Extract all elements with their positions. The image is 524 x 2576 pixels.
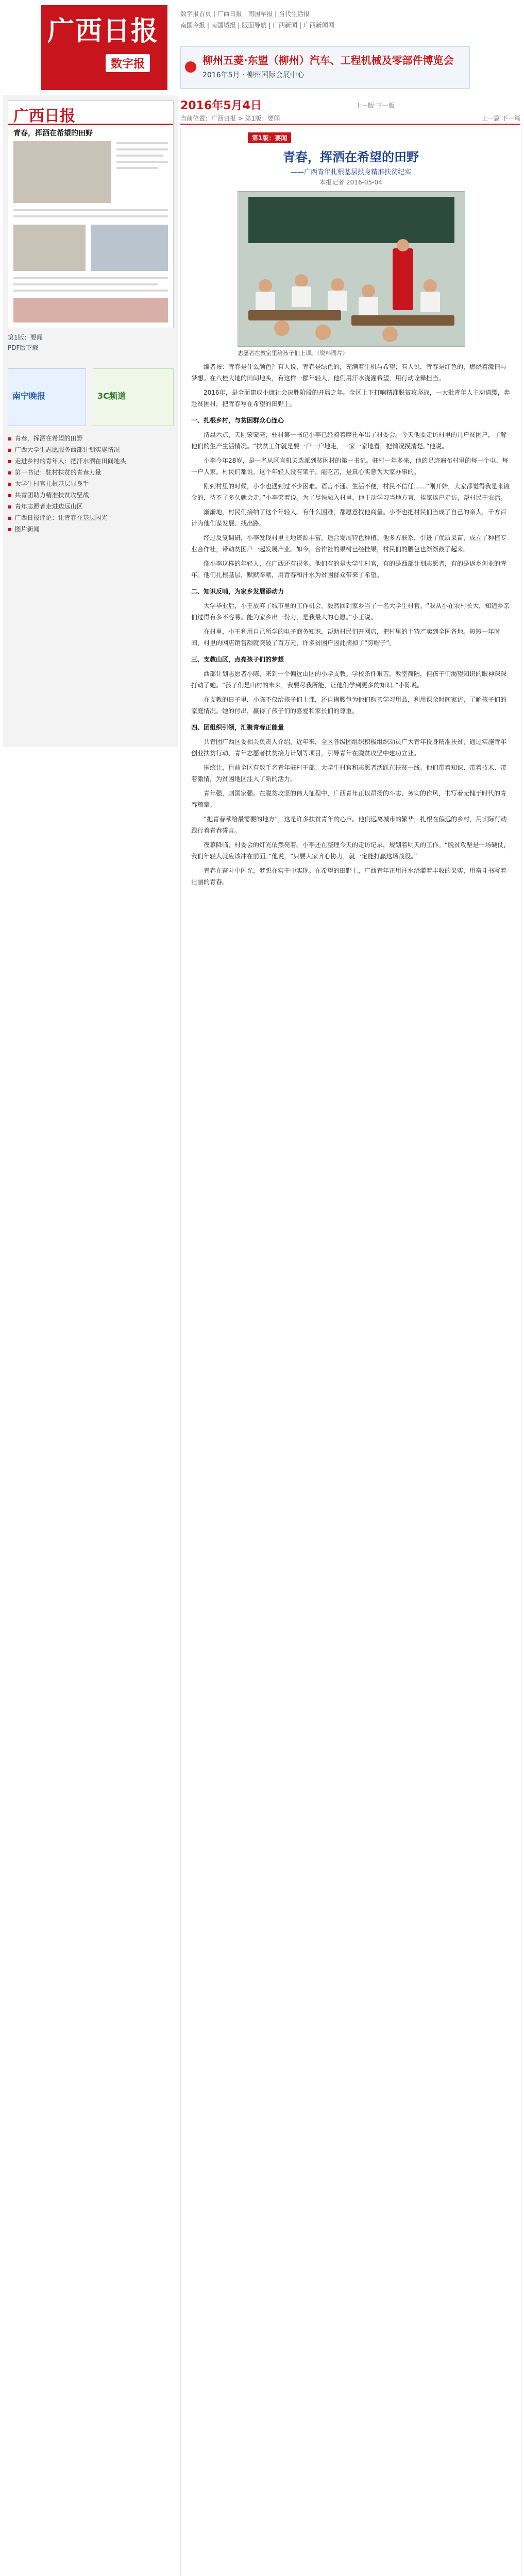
article-pager-top[interactable]: 上一篇 下一篇 bbox=[481, 115, 520, 122]
photo-student-shirt bbox=[328, 291, 347, 311]
thumbnail-headline: 青春，挥洒在希望的田野 bbox=[13, 129, 93, 138]
article-title: 青春，挥洒在希望的田野 bbox=[283, 150, 419, 164]
sidebar-article-link[interactable]: ■ 青春，挥洒在希望的田野 bbox=[8, 433, 173, 444]
photo-blackboard bbox=[248, 197, 454, 243]
logo-subtitle: 数字报 bbox=[106, 54, 150, 72]
sidebar-article-list bbox=[8, 433, 173, 535]
article-subhead: 二、知识反哺，为家乡发展添动力 bbox=[191, 588, 284, 595]
article-subhead: 一、扎根乡村，与贫困群众心连心 bbox=[191, 417, 284, 424]
sidebar-ad-label: 3C频道 bbox=[97, 391, 126, 401]
photo-student-shirt bbox=[359, 297, 378, 317]
issue-date: 2016年5月4日 bbox=[180, 99, 262, 112]
photo-teacher bbox=[393, 248, 413, 310]
article-paragraph: 在支教的日子里，小陈不仅给孩子们上课，还自掏腰包为他们购买学习用品，利用课余时间家访，了解孩子们的家庭情况。她的付出，赢得了孩子们的喜爱和家长们的尊重。 bbox=[191, 696, 507, 715]
sidebar-article-link[interactable]: ■ 图片新闻 bbox=[8, 523, 173, 535]
photo-student-shirt bbox=[292, 286, 311, 307]
photo-student bbox=[331, 278, 344, 292]
article-paragraph: 青春在奋斗中闪光，梦想在实干中实现。在希望的田野上，广西青年正用汗水浇灌着丰收的果实，用奋斗书写着壮丽的青春。 bbox=[191, 867, 507, 886]
photo-student-shirt bbox=[420, 292, 440, 312]
sidebar-article-link[interactable]: ■ 广西日报评论：让青春在基层闪光 bbox=[8, 512, 173, 523]
photo-caption: 志愿者在教室里给孩子们上课。（资料图片） bbox=[238, 350, 348, 357]
thumbnail-text-line bbox=[116, 167, 158, 169]
sidebar-article-link[interactable]: ■ 走进乡村的青年人：把汗水洒在田间地头 bbox=[8, 455, 173, 467]
thumbnail-masthead bbox=[8, 101, 173, 125]
article-photo[interactable] bbox=[238, 191, 465, 347]
photo-desk bbox=[351, 315, 454, 326]
thumbnail-photo bbox=[91, 225, 168, 271]
sidebar-article-link[interactable]: ■ 共青团助力精准扶贫攻坚战 bbox=[8, 489, 173, 501]
article-paragraph: 小李今年28岁，是一名从区直机关选派到贫困村的第一书记。驻村一年多来，他的足迹遍布村里的每一个屯、每一户人家。村民们都说，这个年轻人没有架子，能吃苦，是真心实意为大家办事的。 bbox=[191, 457, 509, 476]
sidebar-ad-label: 南宁晚报 bbox=[12, 391, 46, 401]
article-paragraph: 在村里，小王利用自己所学的电子商务知识，帮助村民们开网店，把村里的土特产卖到全国各地。短短一年时间，村里的网店销售额就突破了百万元，许多贫困户因此摘掉了“穷帽子”。 bbox=[191, 628, 501, 647]
thumbnail-links bbox=[8, 332, 173, 353]
article-paragraph: 西部计划志愿者小陈，来到一个偏远山区的小学支教。学校条件艰苦，教室简陋，但孩子们渴望知识的眼神深深打动了她。“孩子们是山村的未来，我要尽我所能，让他们学到更多的知识。”小陈说。 bbox=[191, 670, 507, 689]
section-badge: 第1版：要闻 bbox=[248, 132, 291, 143]
thumbnail-masthead-title: 广西日报 bbox=[13, 107, 75, 125]
secondary-nav-links[interactable]: 南国今报 | 南国城报 | 版面导航 | 广西新闻 | 广西新闻网 bbox=[180, 22, 334, 29]
article-paragraph: 经过反复调研，小李发现村里土地资源丰富，适合发展特色种植。他多方联系，引进了优质果苗，成立了种植专业合作社，带动贫困户一起发展产业。如今，合作社的果树已经挂果，村民们的腰包也渐渐鼓了起来。 bbox=[191, 534, 507, 553]
sidebar-article-link[interactable]: ■ 青年志愿者走进边远山区 bbox=[8, 501, 173, 512]
article-paragraph: 清晨六点，天刚蒙蒙亮，驻村第一书记小李已经骑着摩托车出了村委会。今天他要走访村里的几户贫困户，了解他们的生产生活情况。“扶贫工作就是要一户一户地走，一家一家地看，把情况摸清楚。”他说。 bbox=[191, 431, 507, 450]
sidebar-article-link[interactable]: ■ 第一书记：驻村扶贫的青春力量 bbox=[8, 467, 173, 478]
sidebar-ad-1[interactable] bbox=[8, 368, 86, 426]
thumbnail-text-line bbox=[116, 155, 163, 157]
ad-title: 柳州五菱·东盟（柳州）汽车、工程机械及零部件博览会 bbox=[202, 54, 454, 66]
photo-student bbox=[315, 325, 331, 340]
photo-student bbox=[362, 284, 375, 298]
page-header bbox=[0, 0, 524, 95]
thumbnail-photo bbox=[13, 225, 86, 271]
breadcrumb bbox=[180, 112, 520, 125]
thumbnail-photo bbox=[13, 141, 111, 203]
page-navigation[interactable]: 上一版 下一版 bbox=[356, 102, 395, 109]
logo-title: 广西日报 bbox=[47, 15, 159, 47]
article-paragraph: 刚到村里的时候，小李也遇到过不少困难。语言不通、生活不便，村民不信任……“刚开始，大家都觉得我是来镀金的，待不了多久就会走。”小李笑着说。为了尽快融入村里，他主动学习当地方言，挨家挨户走访，帮村民干农活。 bbox=[191, 483, 510, 501]
thumbnail-text-line bbox=[116, 142, 168, 144]
article-subtitle: ——广西青年扎根基层投身精准扶贫纪实 bbox=[290, 168, 411, 176]
article-paragraph: 夜幕降临，村委会的灯光依然亮着。小李还在整理今天的走访记录，规划着明天的工作。“脱贫攻坚是一场硬仗，我们年轻人就应该冲在前面。”他说，“只要大家齐心协力，就一定能打赢这场战役。” bbox=[191, 841, 510, 860]
left-sidebar bbox=[3, 95, 178, 747]
page-label-link[interactable]: 第1版：要闻 bbox=[8, 334, 43, 341]
article-paragraph: 像小李这样的年轻人，在广西还有很多。他们有的是大学生村官，有的是西部计划志愿者，有的是返乡创业的青年。他们扎根基层，默默奉献，用青春和汗水为贫困群众带来了希望。 bbox=[191, 560, 507, 579]
photo-desk bbox=[248, 310, 341, 320]
photo-student-shirt bbox=[256, 292, 275, 312]
thumbnail-text-line bbox=[116, 161, 168, 163]
thumbnail-text-line bbox=[13, 209, 168, 211]
ad-subtitle: 2016年5月 · 柳州国际会展中心 bbox=[202, 71, 305, 79]
article-paragraph: 大学毕业后，小王放弃了城市里的工作机会，毅然回到家乡当了一名大学生村官。“我从小在农村长大，知道乡亲们过得有多不容易。能为家乡出一份力，是我最大的心愿。”小王说。 bbox=[191, 602, 510, 621]
newspaper-logo[interactable] bbox=[41, 5, 167, 90]
article-paragraph: 编者按：青春是什么颜色？有人说，青春是绿色的，充满着生机与希望；有人说，青春是红色的，燃烧着激情与梦想。在八桂大地的田间地头，有这样一群年轻人，他们用汗水浇灌希望，用行动诠释担当。 bbox=[191, 363, 507, 382]
page-thumbnail[interactable] bbox=[8, 100, 174, 328]
thumbnail-ad bbox=[13, 298, 168, 323]
thumbnail-text-line bbox=[13, 290, 168, 292]
article-paragraph: 青年强，则国家强。在脱贫攻坚的伟大征程中，广西青年正以昂扬的斗志、务实的作风，书写着无愧于时代的青春篇章。 bbox=[191, 790, 507, 808]
sidebar-ad-2[interactable] bbox=[93, 368, 174, 426]
article-paragraph: 渐渐地，村民们接纳了这个年轻人。有什么困难，都愿意找他商量。小李也把村民们当成了自己的亲人，千方百计为他们谋发展、找出路。 bbox=[191, 509, 507, 527]
sidebar-article-link[interactable]: ■ 广西大学生志愿服务西部计划实施情况 bbox=[8, 444, 173, 455]
article-paragraph: 据统计，目前全区有数千名青年驻村干部、大学生村官和志愿者活跃在扶贫一线。他们带着知识、带着技术、带着激情，为贫困地区注入了新的活力。 bbox=[191, 764, 507, 783]
article-paragraph: 2016年，是全面建成小康社会决胜阶段的开局之年。全区上下打响精准脱贫攻坚战，一大批青年人主动请缨，奔赴贫困村，把青春写在希望的田野上。 bbox=[191, 389, 510, 408]
photo-student bbox=[424, 279, 437, 293]
article-meta: 本报记者 2016-05-04 bbox=[319, 179, 382, 186]
photo-student bbox=[259, 279, 272, 293]
photo-student bbox=[274, 320, 290, 336]
photo-teacher-head bbox=[397, 239, 409, 251]
ad-logo-icon bbox=[185, 61, 196, 73]
thumbnail-text-line bbox=[13, 283, 158, 285]
thumbnail-text-line bbox=[13, 277, 168, 279]
thumbnail-text-line bbox=[13, 215, 168, 217]
breadcrumb-path[interactable]: 当前位置：广西日报 > 第1版：要闻 bbox=[180, 115, 280, 122]
top-nav-links[interactable]: 数字报首页 | 广西日报 | 南国早报 | 当代生活报 bbox=[180, 10, 310, 18]
pdf-download-link[interactable]: PDF版下载 bbox=[8, 344, 39, 351]
thumbnail-text-line bbox=[116, 148, 168, 150]
sidebar-ads bbox=[8, 368, 173, 425]
article-subhead: 三、支教山区，点亮孩子们的梦想 bbox=[191, 656, 284, 663]
article-container bbox=[180, 128, 521, 2576]
sidebar-article-link[interactable]: ■ 大学生村官扎根基层显身手 bbox=[8, 478, 173, 489]
article-body bbox=[191, 361, 511, 891]
article-paragraph: “把青春献给最需要的地方”，这是许多扶贫青年的心声。他们远离城市的繁华，扎根在偏远的乡村，用实际行动践行着青春誓言。 bbox=[191, 816, 507, 834]
article-subhead: 四、团组织引领，汇聚青春正能量 bbox=[191, 724, 284, 731]
ad-banner[interactable] bbox=[180, 46, 470, 89]
photo-student bbox=[382, 327, 398, 342]
photo-student bbox=[295, 274, 308, 287]
article-paragraph: 共青团广西区委相关负责人介绍，近年来，全区各级团组织积极组织动员广大青年投身精准扶贫，通过实施青年创业扶贫行动、青年志愿者扶贫接力计划等项目，引导青年在脱贫攻坚中建功立业。 bbox=[191, 738, 507, 757]
